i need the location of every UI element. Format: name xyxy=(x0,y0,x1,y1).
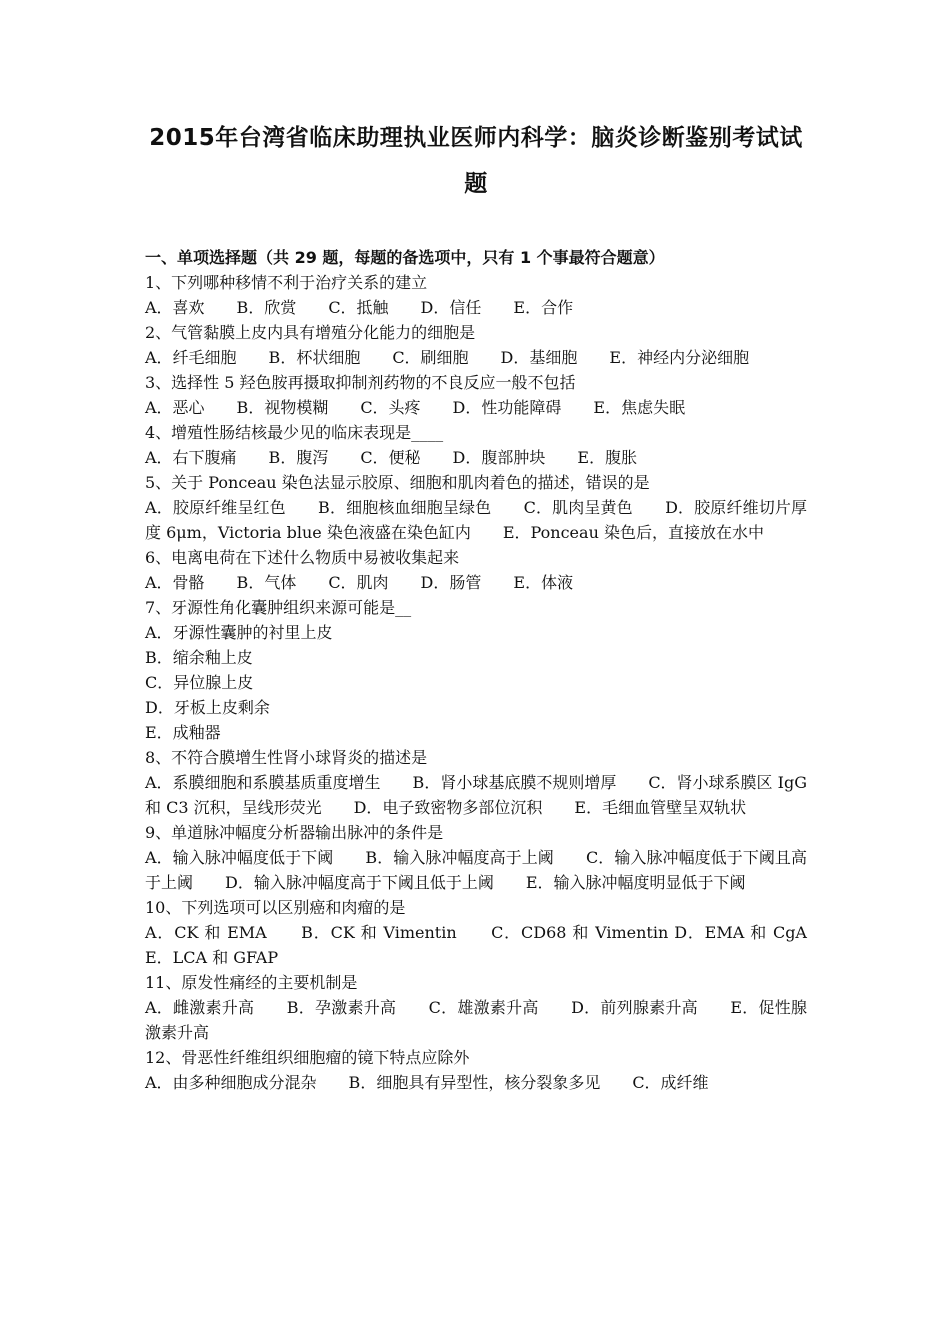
question-stem: 12、骨恶性纤维组织细胞瘤的镜下特点应除外 xyxy=(145,1048,470,1067)
question-options: A．右下腹痛 B．腹泻 C．便秘 D．腹部肿块 E．腹胀 xyxy=(145,448,638,467)
question-8 xyxy=(145,745,807,820)
question-4 xyxy=(145,420,807,470)
question-stem: 1、下列哪种移情不利于治疗关系的建立 xyxy=(145,273,428,292)
question-stem: 9、单道脉冲幅度分析器输出脉冲的条件是 xyxy=(145,823,444,842)
question-6 xyxy=(145,545,807,595)
question-5 xyxy=(145,470,807,545)
question-10 xyxy=(145,895,840,970)
document-title: 2015年台湾省临床助理执业医师内科学：脑炎诊断鉴别考试试题 xyxy=(149,125,803,197)
question-stem: 10、下列选项可以区别癌和肉瘤的是 xyxy=(145,898,406,917)
question-options: A．骨骼 B．气体 C．肌肉 D．肠管 E．体液 xyxy=(145,573,574,592)
question-12 xyxy=(145,1045,807,1095)
question-3 xyxy=(145,370,807,420)
question-options: A．CK 和 EMA B．CK 和 Vimentin C．CD68 和 Vimentin D．EMA 和 CgA E．LCA 和 GFAP xyxy=(145,923,840,967)
question-stem: 5、关于 Ponceau 染色法显示胶原、细胞和肌肉着色的描述，错误的是 xyxy=(145,473,650,492)
question-stem: 11、原发性痛经的主要机制是 xyxy=(145,973,358,992)
question-stem: 8、不符合膜增生性肾小球肾炎的描述是 xyxy=(145,748,428,767)
question-options: A．喜欢 B．欣赏 C．抵触 D．信任 E．合作 xyxy=(145,298,574,317)
question-stem: 4、增殖性肠结核最少见的临床表现是____ xyxy=(145,423,444,442)
question-options: A．牙源性囊肿的衬里上皮 B．缩余釉上皮 C．异位腺上皮 D．牙板上皮剩余 E．成釉器 xyxy=(145,623,333,742)
document-page xyxy=(145,115,840,1095)
question-options: A．雌激素升高 B．孕激素升高 C．雄激素升高 D．前列腺素升高 E．促性腺激素升高 xyxy=(145,998,807,1042)
question-options: A．胶原纤维呈红色 B．细胞核血细胞呈绿色 C．肌肉呈黄色 D．胶原纤维切片厚度 6μm，Victoria blue 染色液盛在染色缸内 E．Ponceau 染色后，直接放在水中 xyxy=(145,498,807,542)
question-stem: 2、气管黏膜上皮内具有增殖分化能力的细胞是 xyxy=(145,323,476,342)
question-options: A．由多种细胞成分混杂 B．细胞具有异型性，核分裂象多见 C．成纤维 xyxy=(145,1073,709,1092)
question-1 xyxy=(145,270,807,320)
question-options: A．输入脉冲幅度低于下阈 B．输入脉冲幅度高于上阈 C．输入脉冲幅度低于下阈且高于上阈 D．输入脉冲幅度高于下阈且低于上阈 E．输入脉冲幅度明显低于下阈 xyxy=(145,848,807,892)
question-9 xyxy=(145,820,807,895)
question-options: A．系膜细胞和系膜基质重度增生 B．肾小球基底膜不规则增厚 C．肾小球系膜区 IgG 和 C3 沉积，呈线形荧光 D．电子致密物多部位沉积 E．毛细血管壁呈双轨状 xyxy=(145,773,807,817)
question-options: A．纤毛细胞 B．杯状细胞 C．刷细胞 D．基细胞 E．神经内分泌细胞 xyxy=(145,348,750,367)
question-2 xyxy=(145,320,807,370)
question-11 xyxy=(145,970,807,1045)
question-stem: 6、电离电荷在下述什么物质中易被收集起来 xyxy=(145,548,460,567)
section-heading: 一、单项选择题（共 29 题，每题的备选项中，只有 1 个事最符合题意） xyxy=(145,248,665,267)
question-stem: 7、牙源性角化囊肿组织来源可能是__ xyxy=(145,598,412,617)
question-stem: 3、选择性 5 羟色胺再摄取抑制剂药物的不良反应一般不包括 xyxy=(145,373,576,392)
question-7 xyxy=(145,595,807,745)
question-options: A．恶心 B．视物模糊 C．头疼 D．性功能障碍 E．焦虑失眠 xyxy=(145,398,686,417)
